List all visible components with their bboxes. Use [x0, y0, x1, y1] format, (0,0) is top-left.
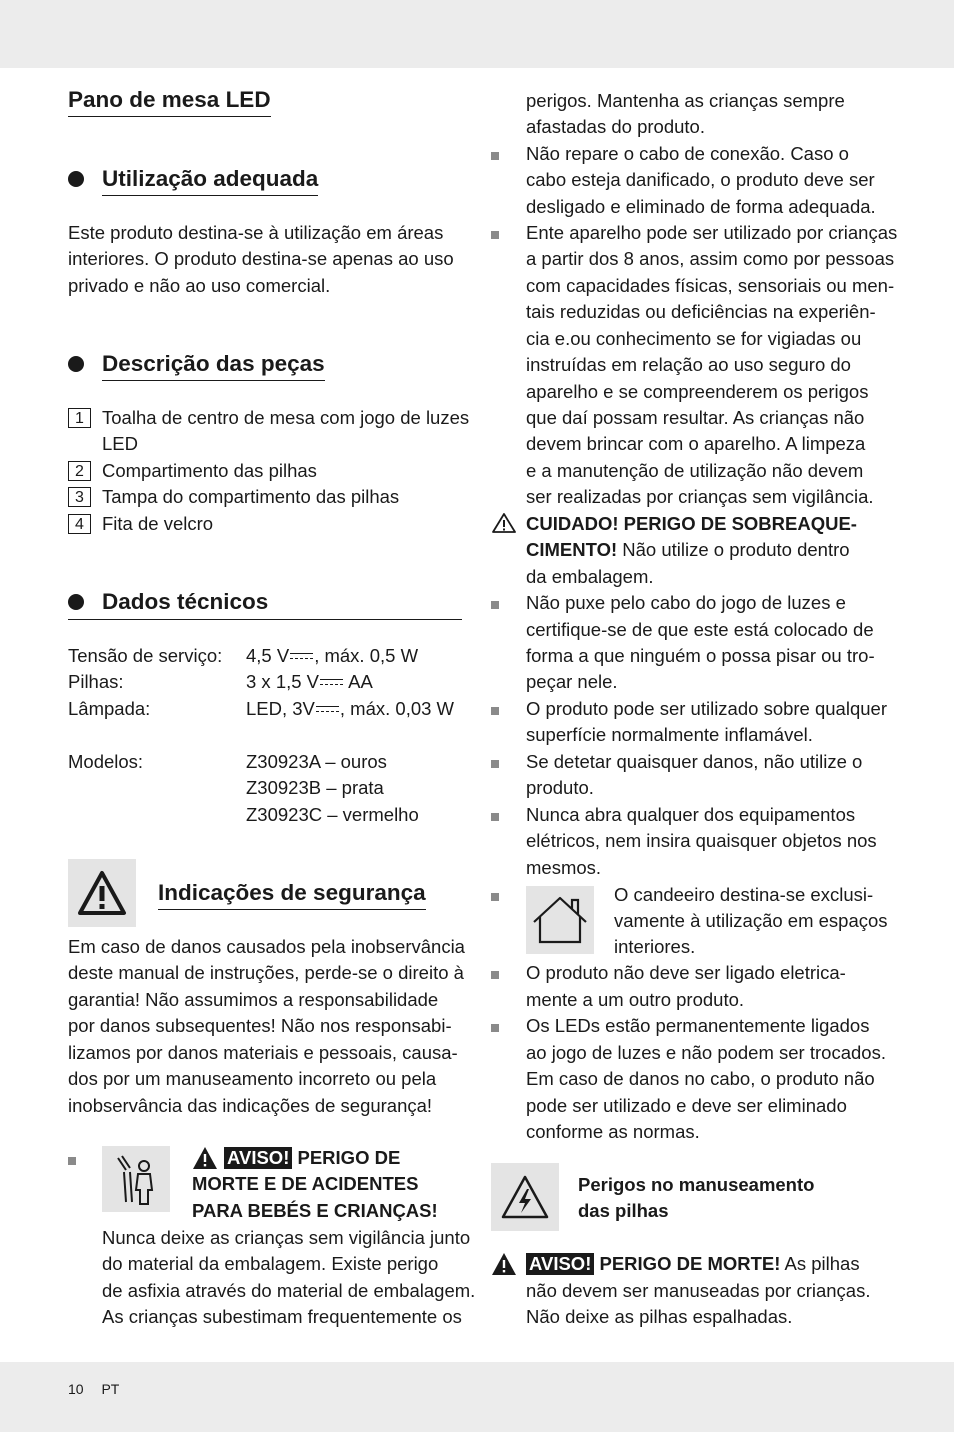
bottom-band	[0, 1362, 954, 1432]
bullet-text: O produto pode ser utilizado sobre qualquer	[526, 698, 887, 719]
heading-tech-data: Dados técnicos	[102, 589, 269, 614]
part-label: Tampa do compartimento das pilhas	[102, 486, 400, 507]
warning-heading: AVISO! PERIGO DE	[224, 1145, 400, 1172]
bullet-text: forma a que ninguém o possa pisar ou tro-	[526, 645, 875, 666]
bullet-text: mesmos.	[526, 857, 602, 878]
part-label: Toalha de centro de mesa com jogo de luzes	[102, 407, 470, 428]
part-number-box: 3	[68, 487, 91, 507]
tech-value: 4,5 V , máx. 0,5 W	[246, 645, 419, 666]
bullet-square-icon	[491, 231, 499, 239]
bullet-text: superfície normalmente inflamável.	[526, 724, 813, 745]
bullet-text: ser realizadas por crianças sem vigilância.	[526, 486, 874, 507]
continued-text: perigos. Mantenha as crianças sempre	[526, 90, 845, 111]
use-line: privado e não ao uso comercial.	[68, 275, 331, 296]
bullet-text: pode ser utilizado e deve ser eliminado	[526, 1095, 847, 1116]
continued-text: afastadas do produto.	[526, 116, 705, 137]
part-number-box: 1	[68, 408, 91, 428]
bullet-square-icon	[491, 813, 499, 821]
tech-label: Tensão de serviço:	[68, 645, 223, 666]
battery-heading: Perigos no manuseamento	[578, 1174, 815, 1195]
section-bullet-icon	[68, 171, 84, 187]
child-packaging-icon	[102, 1146, 170, 1212]
bullet-text: com capacidades físicas, sensoriais ou men-	[526, 275, 895, 296]
bullet-text: devem brincar com o aparelho. A limpeza	[526, 433, 866, 454]
bullet-square-icon	[491, 760, 499, 768]
part-label: Compartimento das pilhas	[102, 460, 317, 481]
bullet-text: ao jogo de luzes e não podem ser trocados.	[526, 1042, 886, 1063]
bullet-text: O candeeiro destina-se exclusi-	[614, 884, 874, 905]
battery-warning-text: Não deixe as pilhas espalhadas.	[526, 1306, 793, 1327]
tech-label: Pilhas:	[68, 671, 124, 692]
bullet-square-icon	[491, 152, 499, 160]
safety-line: dos por um manuseamento incorreto ou pela	[68, 1068, 437, 1089]
dc-symbol-icon	[290, 652, 313, 662]
section-bullet-icon	[68, 594, 84, 610]
model-item: Z30923A – ouros	[246, 751, 387, 772]
caution-triangle-icon	[491, 512, 517, 539]
model-item: Z30923B – prata	[246, 777, 384, 798]
tech-divider	[68, 619, 462, 620]
safety-line: inobservância das indicações de segurança!	[68, 1095, 433, 1116]
bullet-square-icon	[68, 1157, 76, 1165]
bullet-text: O produto não deve ser ligado eletrica-	[526, 962, 846, 983]
bullet-text: instruídas em relação ao uso seguro do	[526, 354, 851, 375]
battery-heading: das pilhas	[578, 1200, 669, 1221]
section-bullet-icon	[68, 356, 84, 372]
aviso-tag: AVISO!	[224, 1147, 292, 1169]
heading-intended-use: Utilização adequada	[102, 164, 318, 196]
bullet-text: produto.	[526, 777, 594, 798]
caution-text: CIMENTO! Não utilize o produto dentro	[526, 539, 850, 560]
safety-line: deste manual de instruções, perde-se o direito à	[68, 962, 464, 983]
tech-value: 3 x 1,5 V AA	[246, 671, 373, 692]
use-line: interiores. O produto destina-se apenas ao uso	[68, 248, 454, 269]
bullet-text: cia e.ou conhecimento se for vigiadas ou	[526, 328, 862, 349]
warning-text: de asfixia através do material de embalagem.	[102, 1280, 476, 1301]
warning-text: As crianças subestimam frequentemente os	[102, 1306, 462, 1327]
bullet-text: Se detetar quaisquer danos, não utilize o	[526, 751, 863, 772]
bullet-text: Em caso de danos no cabo, o produto não	[526, 1068, 875, 1089]
bullet-text: a partir dos 8 anos, assim como por pessoas	[526, 248, 895, 269]
part-number-box: 2	[68, 461, 91, 481]
document-title: Pano de mesa LED	[68, 85, 271, 117]
bullet-text: desligado e eliminado de forma adequada.	[526, 196, 876, 217]
page-footer	[68, 1381, 133, 1397]
bullet-text: Não repare o cabo de conexão. Caso o	[526, 143, 849, 164]
bullet-text: e a manutenção de utilização não devem	[526, 460, 864, 481]
aviso-tag: AVISO!	[526, 1253, 594, 1275]
bullet-text: mente a um outro produto.	[526, 989, 745, 1010]
top-band	[0, 0, 954, 68]
models-label: Modelos:	[68, 751, 144, 772]
dc-symbol-icon	[320, 678, 343, 688]
bullet-square-icon	[491, 707, 499, 715]
part-label: LED	[102, 433, 138, 454]
bullet-text: elétricos, nem insira quaisquer objetos nos	[526, 830, 877, 851]
bullet-text: certifique-se de que este está colocado de	[526, 619, 874, 640]
bullet-text: aparelho e se compreenderem os perigos	[526, 381, 869, 402]
heading-parts: Descrição das peças	[102, 349, 325, 381]
bullet-square-icon	[491, 601, 499, 609]
bullet-text: Os LEDs estão permanentemente ligados	[526, 1015, 870, 1036]
caution-text: da embalagem.	[526, 566, 654, 587]
bullet-square-icon	[491, 893, 499, 901]
safety-line: por danos subsequentes! Não nos responsabi-	[68, 1015, 452, 1036]
warning-heading: MORTE E DE ACIDENTES	[192, 1173, 419, 1194]
tech-value: LED, 3V , máx. 0,03 W	[246, 698, 455, 719]
battery-warning-text: AVISO! PERIGO DE MORTE! As pilhas	[526, 1251, 860, 1278]
warning-text: do material da embalagem. Existe perigo	[102, 1253, 439, 1274]
bullet-text: vamente à utilização em espaços	[614, 910, 888, 931]
warning-heading: PARA BEBÉS E CRIANÇAS!	[192, 1200, 438, 1221]
bullet-text: que daí possam resultar. As crianças não	[526, 407, 865, 428]
caution-heading: CUIDADO! PERIGO DE SOBREAQUE-	[526, 513, 857, 534]
bullet-square-icon	[491, 971, 499, 979]
bullet-text: Nunca abra qualquer dos equipamentos	[526, 804, 856, 825]
electric-hazard-icon	[491, 1163, 559, 1231]
bullet-square-icon	[491, 1024, 499, 1032]
bullet-text: interiores.	[614, 936, 696, 957]
bullet-text: Ente aparelho pode ser utilizado por crianças	[526, 222, 898, 243]
use-line: Este produto destina-se à utilização em áreas	[68, 222, 444, 243]
bullet-text: peçar nele.	[526, 671, 618, 692]
tech-label: Lâmpada:	[68, 698, 151, 719]
bullet-text: tais reduzidas ou deficiências na experiên-	[526, 301, 876, 322]
house-indoor-icon	[526, 886, 594, 954]
warning-triangle-icon	[68, 859, 136, 927]
bullet-text: Não puxe pelo cabo do jogo de luzes e	[526, 592, 846, 613]
safety-line: Em caso de danos causados pela inobservância	[68, 936, 465, 957]
page-language: PT	[101, 1381, 120, 1397]
safety-line: lizamos por danos materiais e pessoais, causa-	[68, 1042, 458, 1063]
bullet-text: conforme as normas.	[526, 1121, 700, 1142]
model-item: Z30923C – vermelho	[246, 804, 419, 825]
battery-warning-text: não devem ser manuseadas por crianças.	[526, 1280, 871, 1301]
dc-symbol-icon	[316, 705, 339, 715]
warning-text: Nunca deixe as crianças sem vigilância junto	[102, 1227, 471, 1248]
part-label: Fita de velcro	[102, 513, 214, 534]
warning-small-icon	[491, 1252, 517, 1281]
bullet-text: cabo esteja danificado, o produto deve ser	[526, 169, 875, 190]
safety-line: garantia! Não assumimos a responsabilidade	[68, 989, 439, 1010]
page-number: 10	[68, 1381, 84, 1397]
part-number-box: 4	[68, 514, 91, 534]
heading-safety: Indicações de segurança	[158, 878, 426, 910]
